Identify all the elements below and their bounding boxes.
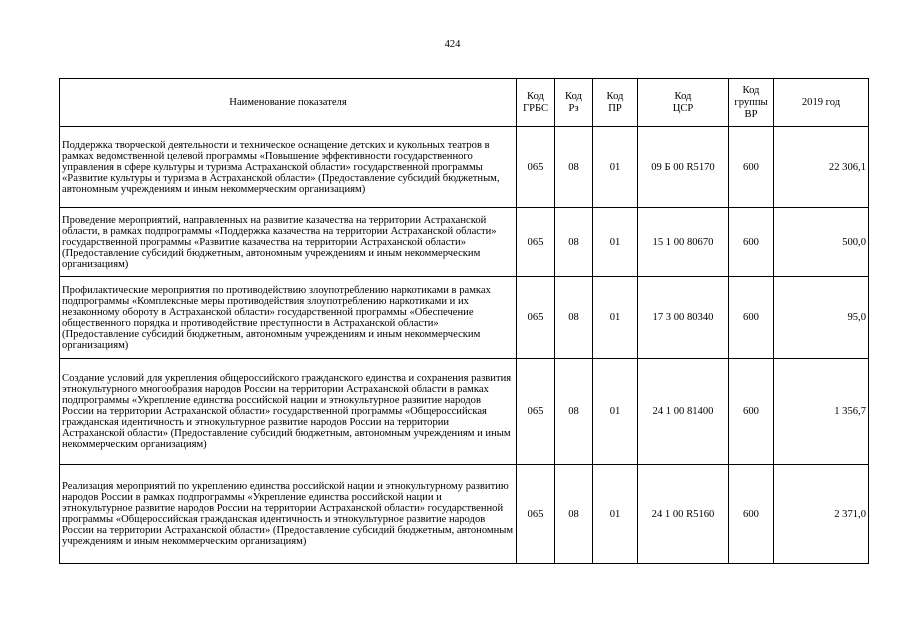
row-name: Реализация мероприятий по укреплению единства российской нации и этнокультурному развитию народов России в рамках подпрограммы «Укрепление единства российской нации и этнокультурное развитие народов России на территории Астраханской области» государственной программы «Общероссийская гражданская идентичность и этнокультурное развитие народов России на территории Астраханской области» (Предоставление субсидий бюджетным, автономным учреждениям и иным некоммерческим организациям) (60, 465, 517, 564)
row-rz: 08 (555, 277, 593, 359)
row-csr: 15 1 00 80670 (638, 208, 729, 277)
row-value: 1 356,7 (774, 359, 869, 465)
row-pr: 01 (593, 359, 638, 465)
row-rz: 08 (555, 359, 593, 465)
row-grbs: 065 (517, 359, 555, 465)
header-rz: Код Рз (555, 79, 593, 127)
row-name: Создание условий для укрепления общероссийского гражданского единства и сохранения развития этнокультурного многообразия народов России на территории Астраханской области в рамках подпрограммы «Укрепление единства российской нации и этнокультурное развитие народов России на территории Астраханской области» государственной программы «Общероссийская гражданская идентичность и этнокультурное развитие народов России на территории Астраханской области» (Предоставление субсидий бюджетным, автономным учреждениям и иным некоммерческим организациям) (60, 359, 517, 465)
row-value: 22 306,1 (774, 127, 869, 208)
table-row (60, 465, 869, 564)
header-csr: Код ЦСР (638, 79, 729, 127)
row-grbs: 065 (517, 465, 555, 564)
row-name: Проведение мероприятий, направленных на развитие казачества на территории Астраханской области, в рамках подпрограммы «Поддержка казачества на территории Астраханской области» государственной программы «Развитие казачества на территории Астраханской области» (Предоставление субсидий бюджетным, автономным учреждениям и иным некоммерческим организациям) (60, 208, 517, 277)
row-vr: 600 (729, 277, 774, 359)
row-vr: 600 (729, 127, 774, 208)
row-rz: 08 (555, 127, 593, 208)
row-vr: 600 (729, 208, 774, 277)
row-vr: 600 (729, 359, 774, 465)
row-grbs: 065 (517, 127, 555, 208)
header-year: 2019 год (774, 79, 869, 127)
row-pr: 01 (593, 465, 638, 564)
header-vr: Код группы ВР (729, 79, 774, 127)
table-row (60, 208, 869, 277)
table-row (60, 359, 869, 465)
budget-table (59, 78, 869, 564)
header-name: Наименование показателя (60, 79, 517, 127)
row-name: Поддержка творческой деятельности и техническое оснащение детских и кукольных театров в рамках ведомственной целевой программы «Повышение эффективности государственного управления в сфере культуры и туризма Астраханской области» государственной программы «Развитие культуры и туризма в Астраханской области» (Предоставление субсидий бюджетным, автономным учреждениям и иным некоммерческим организациям) (60, 127, 517, 208)
row-csr: 09 Б 00 R5170 (638, 127, 729, 208)
row-pr: 01 (593, 277, 638, 359)
row-grbs: 065 (517, 208, 555, 277)
row-rz: 08 (555, 465, 593, 564)
table-header-row (60, 79, 869, 127)
page-number: 424 (444, 39, 461, 50)
row-pr: 01 (593, 208, 638, 277)
row-csr: 24 1 00 81400 (638, 359, 729, 465)
row-vr: 600 (729, 465, 774, 564)
row-value: 2 371,0 (774, 465, 869, 564)
row-value: 95,0 (774, 277, 869, 359)
row-csr: 24 1 00 R5160 (638, 465, 729, 564)
row-rz: 08 (555, 208, 593, 277)
table-row (60, 127, 869, 208)
row-pr: 01 (593, 127, 638, 208)
row-grbs: 065 (517, 277, 555, 359)
row-value: 500,0 (774, 208, 869, 277)
header-pr: Код ПР (593, 79, 638, 127)
row-csr: 17 3 00 80340 (638, 277, 729, 359)
table-row (60, 277, 869, 359)
header-grbs: Код ГРБС (517, 79, 555, 127)
row-name: Профилактические мероприятия по противодействию злоупотреблению наркотиками в рамках подпрограммы «Комплексные меры противодействия злоупотреблению наркотиками и их незаконному обороту в Астраханской области» государственной программы «Обеспечение общественного порядка и противодействие преступности в Астраханской области» (Предоставление субсидий бюджетным, автономным учреждениям и иным некоммерческим организациям) (60, 277, 517, 359)
